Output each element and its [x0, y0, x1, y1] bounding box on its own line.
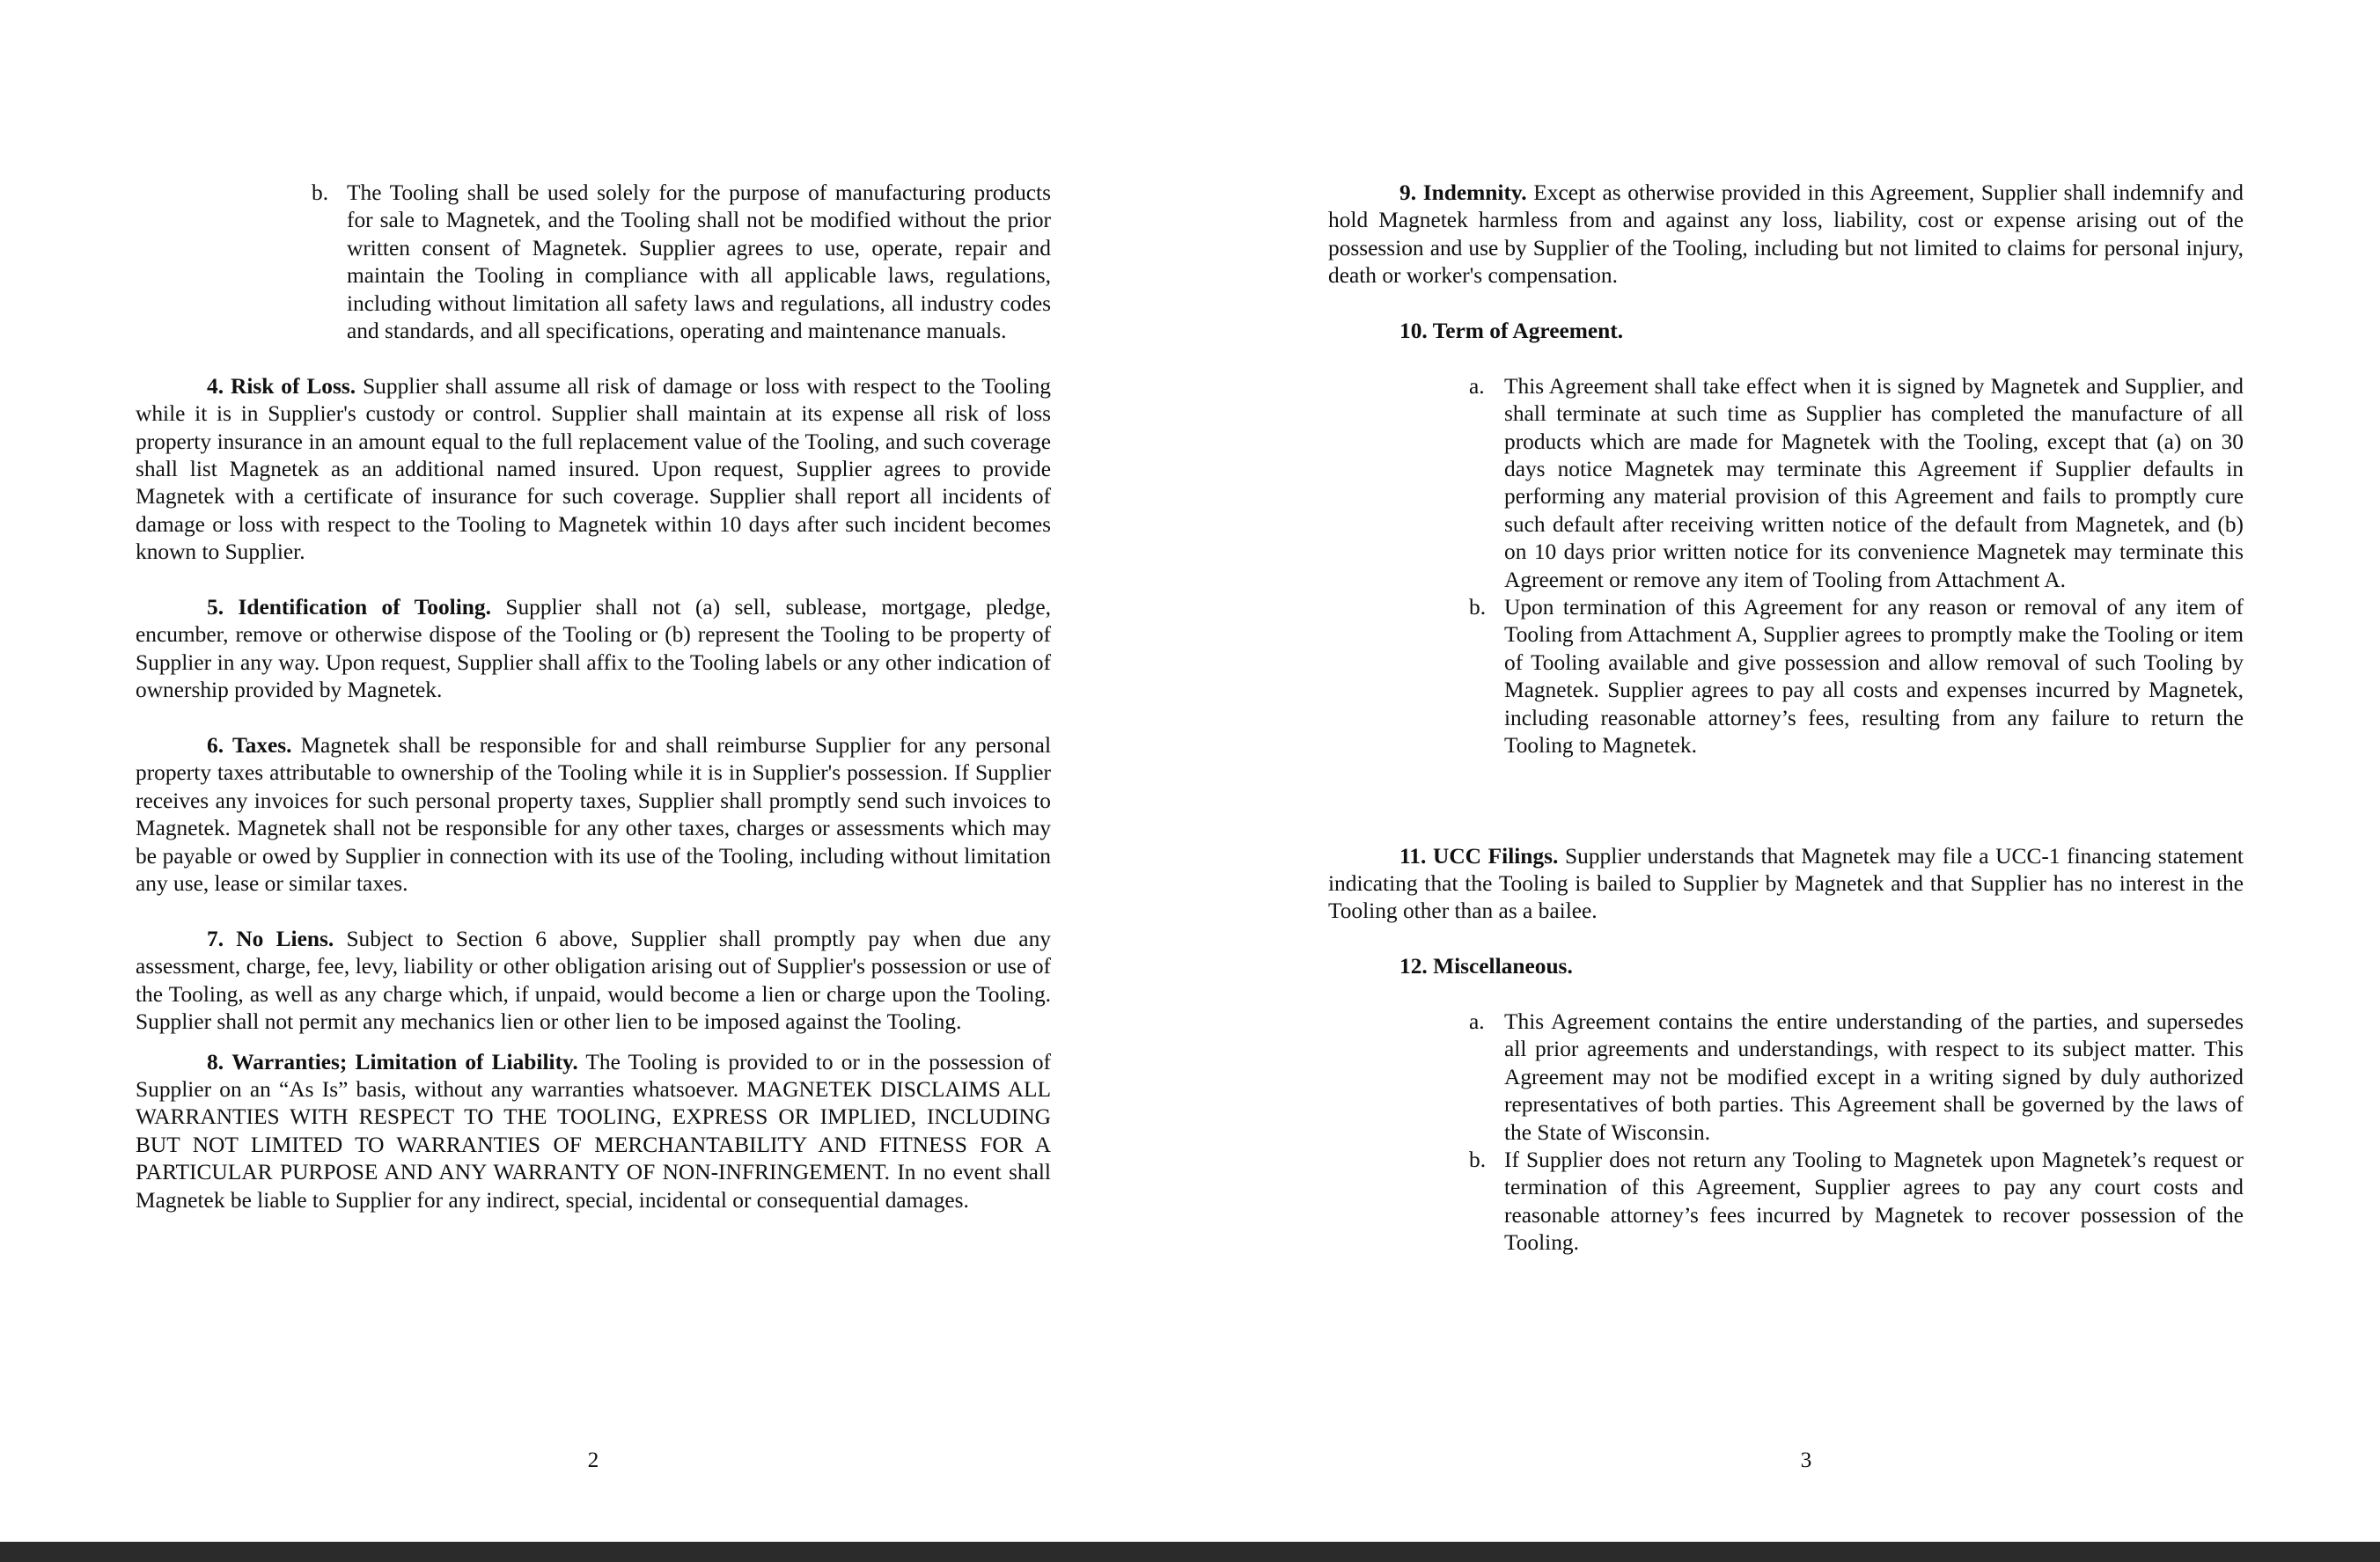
item-text: This Agreement contains the entire understanding of the parties, and supersedes all prior agreements and understandings, with respect to its subject matter. This Agreement may not be modified except in a writing signed by duly authorized representatives of both parties. This Agreement shall be governed by the laws of the State of Wisconsin.	[1504, 1008, 2244, 1145]
section-text: Except as otherwise provided in this Agreement, Supplier shall indemnify and hold Magnetek harmless from and against any loss, liability, cost or expense arising out of the possession and use by Supplier of the Tooling, including but not limited to claims for personal injury, death or worker's compensation.	[1328, 180, 2244, 289]
section-title: Identification of Tooling.	[238, 595, 491, 620]
section-10-heading	[1328, 318, 2244, 345]
section-text: The Tooling is provided to or in the possession of Supplier on an “As Is” basis, without any warranties whatsoever. MAGNETEK DISCLAIMS ALL WARRANTIES WITH RESPECT TO THE TOOLING, EXPRESS OR IMPLIED, INCLUDING BUT NOT LIMITED TO WARRANTIES OF MERCHANTABILITY AND FITNESS FOR A PARTICULAR PURPOSE AND ANY WARRANTY OF NON-INFRINGEMENT. In no event shall Magnetek be liable to Supplier for any indirect, special, incidental or consequential damages.	[136, 1049, 1051, 1213]
section-number: 12.	[1399, 954, 1428, 979]
item-label: b.	[1469, 595, 1487, 620]
section-7	[136, 926, 1051, 1037]
section-12-heading	[1328, 953, 2244, 980]
item-label: b.	[312, 180, 329, 205]
item-text: Upon termination of this Agreement for any reason or removal of any item of Tooling from Attachment A, Supplier agrees to promptly make the Tooling or item of Tooling available and give possession and allow removal of such Tooling by Magnetek. Supplier agrees to pay all costs and expenses incurred by Magnetek, including reasonable attorney’s fees, resulting from any failure to return the Tooling to Magnetek.	[1504, 595, 2244, 759]
section-number: 8.	[207, 1049, 224, 1074]
item-text: The Tooling shall be used solely for the purpose of manufacturing products for sale to Magnetek, and the Tooling shall not be modified without the prior written consent of Magnetek. Supplier agrees to use, operate, repair and maintain the Tooling in compliance with all applicable laws, regulations, including without limitation all safety laws and regulations, all industry codes and standards, and all specifications, operating and maintenance manuals.	[347, 180, 1051, 344]
section-text: Supplier shall not (a) sell, sublease, mortgage, pledge, encumber, remove or otherwise dispose of the Tooling or (b) represent the Tooling to be property of Supplier in any way. Upon request, Supplier shall affix to the Tooling labels or any other indication of ownership provided by Magnetek.	[136, 595, 1051, 703]
viewer-bottom-bar	[0, 1542, 2380, 1562]
document-page-2	[0, 0, 1190, 1542]
document-page-3	[1190, 0, 2380, 1542]
item-label: b.	[1469, 1147, 1487, 1172]
section-title: Warranties; Limitation of Liability.	[231, 1049, 578, 1074]
section-text: Supplier understands that Magnetek may file a UCC-1 financing statement indicating that the Tooling is bailed to Supplier by Magnetek and that Supplier has no interest in the Tooling other than as a bailee.	[1328, 843, 2244, 924]
section-title: Taxes.	[232, 733, 292, 759]
section-title: Indemnity.	[1422, 180, 1527, 205]
section-9	[1328, 180, 2244, 290]
section-text: Supplier shall assume all risk of damage or loss with respect to the Tooling while it is in Supplier's custody or control. Supplier shall maintain at its expense all risk of loss property insurance in an amount equal to the full replacement value of the Tooling, and such coverage shall list Magnetek as an additional named insured. Upon request, Supplier agrees to provide Magnetek with a certificate of insurance for such coverage. Supplier shall report all incidents of damage or loss with respect to the Tooling to Magnetek within 10 days after such incident becomes known to Supplier.	[136, 373, 1052, 565]
section-number: 10.	[1399, 319, 1428, 344]
section-text: Magnetek shall be responsible for and shall reimburse Supplier for any personal property taxes attributable to ownership of the Tooling while it is in Supplier's possession. If Supplier receives any invoices for such personal property taxes, Supplier shall promptly send such invoices to Magnetek. Magnetek shall not be responsible for any other taxes, charges or assessments which may be payable or owed by Supplier in connection with its use of the Tooling, including without limitation any use, lease or similar taxes.	[136, 733, 1051, 897]
section-10-item-b	[1469, 594, 2244, 759]
section-number: 11.	[1399, 843, 1427, 869]
section-12-item-a	[1469, 1008, 2244, 1147]
section-8	[136, 1049, 1051, 1214]
page-2-body	[136, 180, 1051, 1214]
item-text: This Agreement shall take effect when it is signed by Magnetek and Supplier, and shall terminate at such time as Supplier has completed the manufacture of all products which are made for Magnetek with the Tooling, except that (a) on 30 days notice Magnetek may terminate this Agreement if Supplier defaults in performing any material provision of this Agreement and fails to promptly cure such default after receiving written notice of the default from Magnetek, and (b) on 10 days prior written notice for its convenience Magnetek may terminate this Agreement or remove any item of Tooling from Attachment A.	[1504, 373, 2244, 592]
item-label: a.	[1469, 373, 1485, 399]
section-10-item-a	[1469, 373, 2244, 594]
section-number: 9.	[1399, 180, 1417, 205]
item-label: a.	[1469, 1008, 1485, 1034]
section-6	[136, 732, 1051, 898]
section-title: Miscellaneous.	[1433, 954, 1573, 979]
section-title: UCC Filings.	[1432, 843, 1559, 869]
section-text: Subject to Section 6 above, Supplier shall promptly pay when due any assessment, charge, fee, levy, liability or other obligation arising out of Supplier's possession or use of the Tooling, as well as any charge which, if unpaid, would become a lien or charge upon the Tooling. Supplier shall not permit any mechanics lien or other lien to be imposed against the Tooling.	[136, 926, 1051, 1035]
page-number: 3	[1800, 1448, 1812, 1472]
page-number: 2	[587, 1448, 599, 1472]
section-number: 7.	[207, 926, 224, 951]
section-5	[136, 594, 1051, 705]
section-4	[136, 373, 1051, 567]
page-3-body	[1328, 180, 2244, 1258]
section-11	[1328, 843, 2244, 926]
section-title: Risk of Loss.	[230, 373, 356, 399]
section-number: 5.	[207, 595, 224, 620]
item-text: If Supplier does not return any Tooling to Magnetek upon Magnetek’s request or termination of this Agreement, Supplier agrees to pay any court costs and reasonable attorney’s fees incurred by Magnetek to recover possession of the Tooling.	[1504, 1147, 2244, 1256]
section-title: Term of Agreement.	[1432, 319, 1624, 344]
section-3-item-b	[312, 180, 1051, 345]
section-12-item-b	[1469, 1147, 2244, 1258]
section-number: 6.	[207, 733, 224, 759]
section-number: 4.	[207, 373, 224, 399]
section-title: No Liens.	[236, 926, 334, 951]
